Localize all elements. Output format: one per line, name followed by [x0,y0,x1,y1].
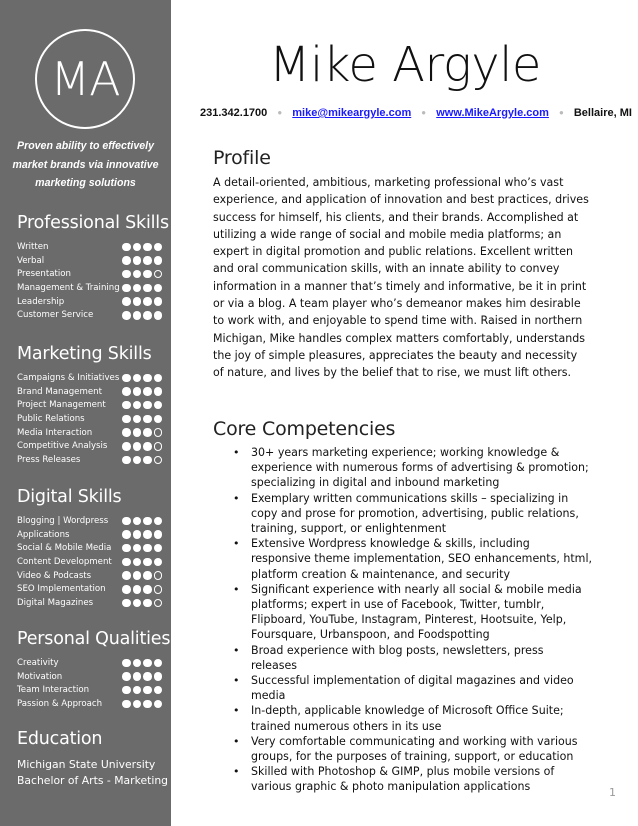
skill-label: Project Management [17,400,106,411]
filled-dot-icon [143,571,152,580]
skill-rating [122,442,162,451]
skill-rating [122,401,162,410]
section-title-digital-skills: Digital Skills [17,487,122,507]
skill-rating [122,659,162,668]
empty-dot-icon [154,456,163,465]
filled-dot-icon [143,284,152,293]
skill-row [17,670,162,684]
skill-label: Blogging | Wordpress [17,515,109,526]
skill-rating [122,387,162,396]
skill-row [17,398,162,412]
skill-row [17,683,162,697]
filled-dot-icon [122,700,131,709]
filled-dot-icon [154,672,163,681]
skill-list-marketing [17,371,162,467]
filled-dot-icon [122,456,131,465]
filled-dot-icon [143,544,152,553]
education-degree: Bachelor of Arts - Marketing [17,774,169,787]
filled-dot-icon [122,442,131,451]
section-title-marketing-skills: Marketing Skills [17,344,152,364]
skill-rating [122,270,162,279]
skill-label: Public Relations [17,413,85,424]
skill-rating [122,517,162,526]
skill-rating [122,599,162,608]
skill-rating [122,243,162,252]
skill-row [17,555,162,569]
empty-dot-icon [154,442,163,451]
skill-row [17,240,162,254]
filled-dot-icon [122,374,131,383]
filled-dot-icon [154,256,163,265]
filled-dot-icon [133,428,142,437]
filled-dot-icon [154,401,163,410]
skill-row [17,541,162,555]
skill-rating [122,544,162,553]
filled-dot-icon [143,530,152,539]
skill-row [17,439,162,453]
monogram-logo: MA [35,29,135,129]
skill-rating [122,571,162,580]
skill-label: Brand Management [17,386,102,397]
section-title-education: Education [17,729,103,749]
filled-dot-icon [143,599,152,608]
filled-dot-icon [143,585,152,594]
empty-dot-icon [154,571,163,580]
filled-dot-icon [133,585,142,594]
filled-dot-icon [122,558,131,567]
profile-heading: Profile [213,147,271,169]
filled-dot-icon [154,243,163,252]
separator-dot-icon: ● [421,108,427,117]
filled-dot-icon [154,297,163,306]
skill-row [17,514,162,528]
filled-dot-icon [133,659,142,668]
filled-dot-icon [133,530,142,539]
competency-item: • Skilled with Photoshop & GIMP, plus mobile versions of various graphic & photo manipulation applications [233,764,593,794]
filled-dot-icon [133,672,142,681]
filled-dot-icon [154,284,163,293]
filled-dot-icon [143,311,152,320]
profile-paragraph: A detail-oriented, ambitious, marketing professional who’s vast experience, and application of innovation and best practices, drives success for himself, his clients, and their brands. Accomplished at utilizing a wide range of social and mobile media platforms; an expert in digital promotion and public relations. Excellent written and oral communication skills, with an innate ability to convey information in a manner that’s timely and informative, be it in print or via a blog. A team player who’s demeanor makes him desirable to work with, and enjoyable to spend time with. Raised in northern Michigan, Mike handles complex matters comfortably, understands the joy of simple pleasures, appreciates the beauty and necessity of nature, and lives by the belief that to rise, we must lift others. [213,176,589,380]
skill-row [17,656,162,670]
skill-row [17,267,162,281]
separator-dot-icon: ● [277,108,283,117]
skill-rating [122,585,162,594]
filled-dot-icon [154,387,163,396]
skill-list-personal [17,656,162,711]
filled-dot-icon [143,387,152,396]
filled-dot-icon [122,387,131,396]
filled-dot-icon [133,243,142,252]
location: Bellaire, MI [573,107,632,119]
filled-dot-icon [143,686,152,695]
filled-dot-icon [143,297,152,306]
filled-dot-icon [143,700,152,709]
filled-dot-icon [133,311,142,320]
sidebar [0,0,171,826]
filled-dot-icon [143,374,152,383]
empty-dot-icon [154,599,163,608]
skill-rating [122,456,162,465]
competency-item: • Successful implementation of digital magazines and video media [233,673,593,703]
filled-dot-icon [122,530,131,539]
skill-label: Media Interaction [17,427,93,438]
skill-row [17,697,162,711]
filled-dot-icon [122,311,131,320]
filled-dot-icon [133,544,142,553]
page-number: 1 [609,786,616,799]
filled-dot-icon [154,311,163,320]
skill-rating [122,700,162,709]
filled-dot-icon [122,686,131,695]
filled-dot-icon [133,374,142,383]
skill-label: Motivation [17,671,63,682]
filled-dot-icon [133,284,142,293]
filled-dot-icon [122,428,131,437]
competencies-list [233,445,593,795]
filled-dot-icon [133,456,142,465]
competency-item: • Very comfortable communicating and working with various groups, for the purposes of training, support, or education [233,734,593,764]
skill-row [17,596,162,610]
filled-dot-icon [154,415,163,424]
skill-label: Applications [17,529,70,540]
filled-dot-icon [143,456,152,465]
skill-rating [122,297,162,306]
skill-label: Passion & Approach [17,698,103,709]
filled-dot-icon [122,571,131,580]
skill-rating [122,558,162,567]
skill-rating [122,311,162,320]
filled-dot-icon [122,415,131,424]
skill-rating [122,428,162,437]
filled-dot-icon [133,517,142,526]
skill-label: Leadership [17,296,65,307]
section-title-personal-qualities: Personal Qualities [17,629,171,649]
filled-dot-icon [122,544,131,553]
competency-item: • Extensive Wordpress knowledge & skills, including responsive theme implementation, SEO enhancements, html, platform creation & maintenance, and security [233,536,593,582]
skill-row [17,254,162,268]
skill-label: Press Releases [17,454,81,465]
filled-dot-icon [143,659,152,668]
competency-item: • Exemplary written communications skills – specializing in copy and prose for promotion, advertising, public relations, training, support, or enlightenment [233,491,593,537]
skill-label: Content Development [17,556,112,567]
filled-dot-icon [133,297,142,306]
filled-dot-icon [133,256,142,265]
filled-dot-icon [122,599,131,608]
filled-dot-icon [133,270,142,279]
skill-label: Team Interaction [17,685,90,696]
empty-dot-icon [154,270,163,279]
filled-dot-icon [122,659,131,668]
skill-label: Presentation [17,269,71,280]
empty-dot-icon [154,585,163,594]
filled-dot-icon [154,517,163,526]
competency-item: • Broad experience with blog posts, newsletters, press releases [233,643,593,673]
filled-dot-icon [143,517,152,526]
skill-label: Management & Training [17,282,120,293]
filled-dot-icon [133,558,142,567]
filled-dot-icon [154,530,163,539]
competency-item: • 30+ years marketing experience; working knowledge & experience with numerous forms of advertising & promotion; specializing in digital and inbound marketing [233,445,593,491]
filled-dot-icon [122,517,131,526]
section-title-professional-skills: Professional Skills [17,213,169,233]
skill-label: Campaigns & Initiatives [17,372,120,383]
competency-item: • In-depth, applicable knowledge of Microsoft Office Suite; trained numerous others in its use [233,703,593,733]
filled-dot-icon [133,571,142,580]
filled-dot-icon [122,256,131,265]
filled-dot-icon [143,256,152,265]
contact-line [200,107,632,119]
skill-label: Video & Podcasts [17,570,92,581]
competencies-heading: Core Competencies [213,418,396,440]
filled-dot-icon [154,544,163,553]
filled-dot-icon [122,297,131,306]
skill-rating [122,374,162,383]
skill-row [17,569,162,583]
filled-dot-icon [133,387,142,396]
filled-dot-icon [122,401,131,410]
filled-dot-icon [143,415,152,424]
skill-label: Customer Service [17,310,94,321]
filled-dot-icon [154,700,163,709]
skill-label: Digital Magazines [17,597,94,608]
skill-list-digital [17,514,162,610]
skill-rating [122,672,162,681]
filled-dot-icon [133,401,142,410]
skill-rating [122,256,162,265]
filled-dot-icon [133,686,142,695]
phone-number: 231.342.1700 [200,107,268,119]
skill-rating [122,284,162,293]
skill-rating [122,415,162,424]
skill-label: Written [17,241,49,252]
skill-row [17,295,162,309]
filled-dot-icon [133,599,142,608]
skill-rating [122,530,162,539]
filled-dot-icon [143,270,152,279]
skill-row [17,453,162,467]
skill-row [17,412,162,426]
filled-dot-icon [143,243,152,252]
skill-row [17,385,162,399]
skill-row [17,308,162,322]
tagline: Proven ability to effectively market brands via innovative marketing solutions [12,140,159,190]
separator-dot-icon: ● [558,108,564,117]
filled-dot-icon [133,700,142,709]
filled-dot-icon [133,442,142,451]
filled-dot-icon [122,243,131,252]
skill-label: Competitive Analysis [17,441,108,452]
skill-label: SEO Implementation [17,584,106,595]
filled-dot-icon [143,442,152,451]
skill-list-professional [17,240,162,322]
filled-dot-icon [143,672,152,681]
filled-dot-icon [122,270,131,279]
competency-item: • Significant experience with nearly all social & mobile media platforms; expert in use of Facebook, Twitter, tumblr, Flipboard, YouTube, Instagram, Pinterest, Hootsuite, Yelp, Foursquare, Urbanspoon, and Foodspotting [233,582,593,643]
filled-dot-icon [122,284,131,293]
resume-name: Mike Argyle [269,37,541,93]
filled-dot-icon [154,659,163,668]
skill-label: Verbal [17,255,45,266]
skill-row [17,528,162,542]
education-school: Michigan State University [17,758,156,771]
filled-dot-icon [143,428,152,437]
skill-row [17,371,162,385]
filled-dot-icon [122,585,131,594]
skill-rating [122,686,162,695]
empty-dot-icon [154,428,163,437]
filled-dot-icon [143,401,152,410]
filled-dot-icon [122,672,131,681]
skill-row [17,426,162,440]
skill-row [17,582,162,596]
filled-dot-icon [143,558,152,567]
skill-label: Creativity [17,657,59,668]
skill-row [17,281,162,295]
website-link[interactable]: www.MikeArgyle.com [436,107,549,119]
filled-dot-icon [133,415,142,424]
filled-dot-icon [154,374,163,383]
filled-dot-icon [154,686,163,695]
skill-label: Social & Mobile Media [17,543,112,554]
email-link[interactable]: mike@mikeargyle.com [292,107,412,119]
filled-dot-icon [154,558,163,567]
education-details [17,757,168,789]
